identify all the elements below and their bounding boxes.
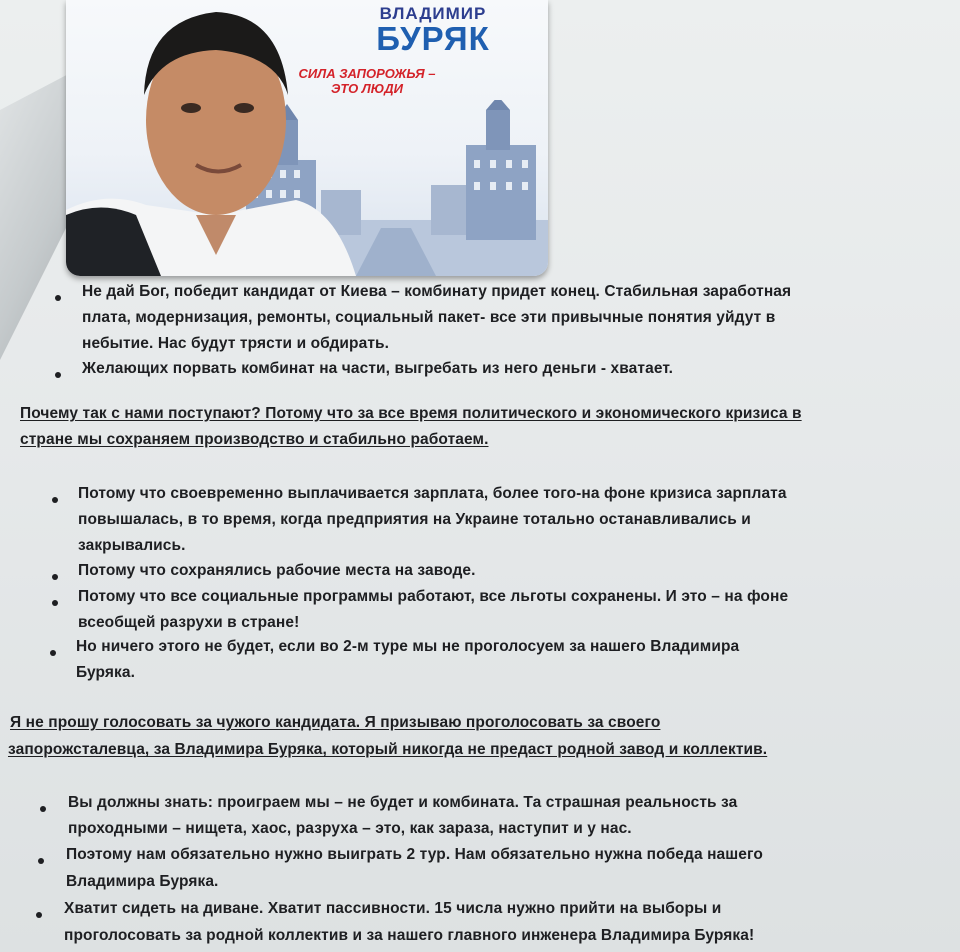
body-text-line: Вы должны знать: проиграем мы – не будет и комбината. Та страшная реальность за (68, 794, 738, 811)
body-text-line: закрывались. (78, 537, 186, 554)
flyer-last-name: БУРЯК (376, 20, 490, 57)
bullet-dot (52, 600, 58, 606)
body-text-line: Буряка. (76, 664, 136, 681)
section-heading-line: Я не прошу голосовать за чужого кандидата. Я призываю проголосовать за своего (10, 714, 661, 731)
body-text-line: всеобщей разрухи в стране! (78, 614, 300, 631)
flyer-slogan-line: СИЛА ЗАПОРОЖЬЯ – (298, 66, 436, 81)
bullet-dot (55, 372, 61, 378)
bullet-dot (36, 912, 42, 918)
body-text-line: повышалась, в то время, когда предприятия на Украине тотально останавливались и (78, 511, 751, 528)
body-text-line: проголосовать за родной коллектив и за нашего главного инженера Владимира Буряка! (64, 927, 755, 944)
body-text-line: небытие. Нас будут трясти и обдирать. (82, 335, 390, 352)
body-text-line: Потому что сохранялись рабочие места на заводе. (78, 562, 476, 579)
body-text-line: Владимира Буряка. (66, 873, 219, 890)
body-text-line: проходными – нищета, хаос, разруха – это, как зараза, наступит и у нас. (68, 820, 632, 837)
bullet-dot (52, 497, 58, 503)
body-text-line: Поэтому нам обязательно нужно выиграть 2 тур. Нам обязательно нужна победа нашего (66, 846, 763, 863)
flyer-slogan-line: ЭТО ЛЮДИ (330, 81, 404, 96)
section-heading-line: запорожсталевца, за Владимира Буряка, который никогда не предаст родной завод и коллектив. (8, 741, 768, 758)
section-heading-line: стране мы сохраняем производство и стабильно работаем. (20, 431, 489, 448)
bullet-dot (55, 295, 61, 301)
bullet-dot (40, 806, 46, 812)
body-text-line: Но ничего этого не будет, если во 2-м туре мы не проголосуем за нашего Владимира (76, 638, 740, 655)
bullet-dot (38, 858, 44, 864)
body-text-line: Потому что все социальные программы работают, все льготы сохранены. И это – на фоне (78, 588, 789, 605)
bullet-dot (52, 574, 58, 580)
body-text-line: Хватит сидеть на диване. Хватит пассивности. 15 числа нужно прийти на выборы и (64, 900, 722, 917)
body-text-line: Не дай Бог, победит кандидат от Киева – комбинату придет конец. Стабильная заработная (82, 283, 792, 300)
bullet-dot (50, 650, 56, 656)
section-heading-line: Почему так с нами поступают? Потому что за все время политического и экономического кризиса в (20, 405, 802, 422)
body-text-line: плата, модернизация, ремонты, социальный пакет- все эти привычные понятия уйдут в (82, 309, 776, 326)
body-text-line: Потому что своевременно выплачивается зарплата, более того-на фоне кризиса зарплата (78, 485, 787, 502)
flyer-first-name: ВЛАДИМИР (379, 4, 487, 23)
body-text-line: Желающих порвать комбинат на части, выгребать из него деньги - хватает. (82, 360, 674, 377)
